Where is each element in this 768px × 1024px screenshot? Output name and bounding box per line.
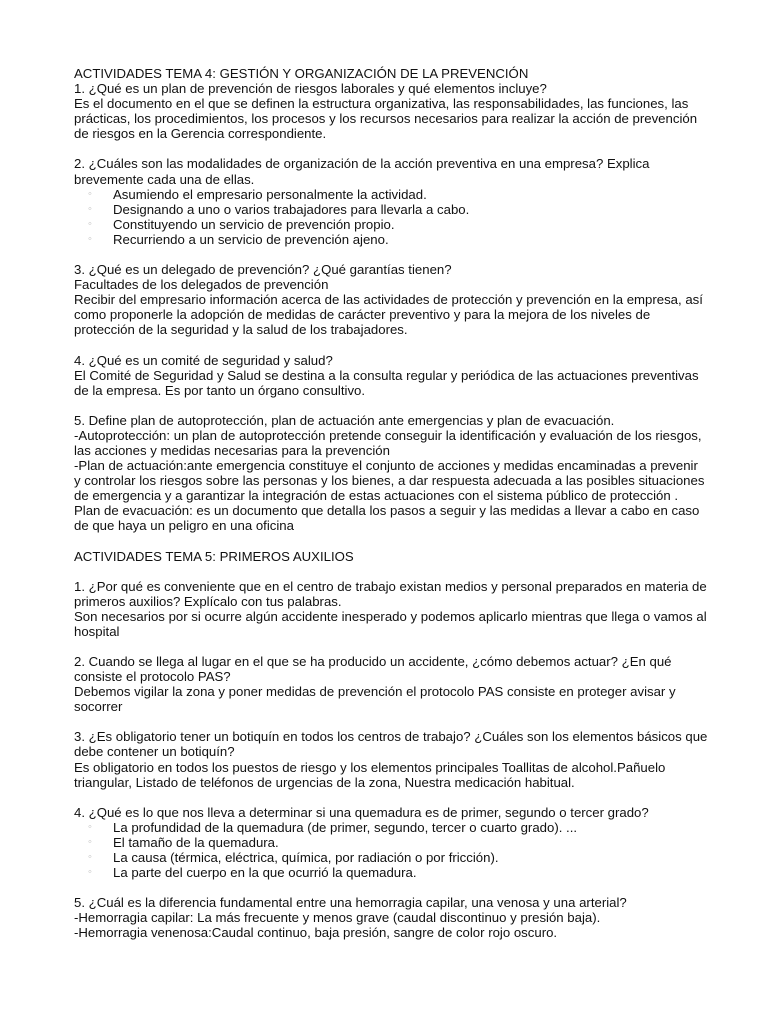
question-text: 2. Cuando se llega al lugar en el que se ha producido un accidente, ¿cómo debemos actuar? ¿En qué consiste el protocolo PAS? bbox=[74, 654, 672, 685]
list-item bbox=[74, 850, 708, 865]
bullet-icon: ◦ bbox=[88, 232, 92, 245]
question-block bbox=[74, 579, 708, 639]
list-item-text: Asumiendo el empresario personalmente la actividad. bbox=[113, 186, 427, 202]
list-item bbox=[74, 865, 708, 880]
question-block bbox=[74, 895, 708, 940]
bullet-list bbox=[74, 187, 708, 247]
section-tema-5 bbox=[74, 549, 708, 941]
answer-text: Debemos vigilar la zona y poner medidas de prevención el protocolo PAS consiste en proteger avisar y socorrer bbox=[74, 684, 676, 715]
bullet-icon: ◦ bbox=[88, 820, 92, 833]
question-block bbox=[74, 654, 708, 714]
bullet-icon: ◦ bbox=[88, 851, 92, 864]
list-item bbox=[74, 217, 708, 232]
question-block bbox=[74, 805, 708, 880]
bullet-icon: ◦ bbox=[88, 835, 92, 848]
question-block bbox=[74, 413, 708, 534]
question-text: 3. ¿Qué es un delegado de prevención? ¿Qué garantías tienen? bbox=[74, 262, 452, 278]
list-item bbox=[74, 835, 708, 850]
bullet-icon: ◦ bbox=[88, 202, 92, 215]
bullet-list bbox=[74, 820, 708, 880]
answer-text: Plan de evacuación: es un documento que detalla los pasos a seguir y las medidas a llevar a cabo en caso de que haya un peligro en una oficina bbox=[74, 503, 700, 534]
question-text: 3. ¿Es obligatorio tener un botiquín en todos los centros de trabajo? ¿Cuáles son los elementos básicos que debe contener un botiquín? bbox=[74, 729, 708, 760]
answer-text: Facultades de los delegados de prevención bbox=[74, 277, 329, 293]
answer-text: -Plan de actuación:ante emergencia constituye el conjunto de acciones y medidas encaminadas a prevenir y controlar los riesgos sobre las personas y los bienes, a dar respuesta adecuada a las posibles situaciones de emergencia y a garantizar la integración de estas actuaciones con el sistema público de protección . bbox=[74, 458, 705, 504]
question-block bbox=[74, 262, 708, 337]
answer-text: Es el documento en el que se definen la estructura organizativa, las responsabilidades, las funciones, las prácticas, los procedimientos, los procesos y los recursos necesarios para realizar la acción de prevención de riesgos en la Gerencia correspondiente. bbox=[74, 96, 698, 142]
answer-text: Es obligatorio en todos los puestos de riesgo y los elementos principales Toallitas de alcohol.Pañuelo triangular, Listado de teléfonos de urgencias de la zona, Nuestra medicación habitual. bbox=[74, 759, 666, 790]
question-text: 5. Define plan de autoprotección, plan de actuación ante emergencias y plan de evacuación. bbox=[74, 412, 615, 428]
section-heading: ACTIVIDADES TEMA 5: PRIMEROS AUXILIOS bbox=[74, 548, 354, 564]
list-item-text: Designando a uno o varios trabajadores para llevarla a cabo. bbox=[113, 201, 470, 217]
question-text: 1. ¿Por qué es conveniente que en el centro de trabajo existan medios y personal preparados en materia de primeros auxilios? Explícalo con tus palabras. bbox=[74, 578, 707, 609]
answer-text: Son necesarios por si ocurre algún accidente inesperado y podemos aplicarlo mientras que llega o vamos al hospital bbox=[74, 608, 707, 639]
answer-text: -Hemorragia venenosa:Caudal continuo, baja presión, sangre de color rojo oscuro. bbox=[74, 925, 558, 941]
answer-text: -Autoprotección: un plan de autoprotección pretende conseguir la identificación y evaluación de los riesgos, las acciones y medidas necesarias para la prevención bbox=[74, 427, 702, 458]
question-block bbox=[74, 353, 708, 398]
list-item-text: El tamaño de la quemadura. bbox=[113, 834, 279, 850]
list-item bbox=[74, 187, 708, 202]
list-item-text: La parte del cuerpo en la que ocurrió la quemadura. bbox=[113, 865, 417, 881]
question-block bbox=[74, 729, 708, 789]
list-item-text: La causa (térmica, eléctrica, química, por radiación o por fricción). bbox=[113, 850, 499, 866]
section-tema-4 bbox=[74, 66, 708, 549]
section-heading: ACTIVIDADES TEMA 4: GESTIÓN Y ORGANIZACIÓN DE LA PREVENCIÓN bbox=[74, 66, 529, 81]
bullet-icon: ◦ bbox=[88, 217, 92, 230]
list-item-text: Recurriendo a un servicio de prevención ajeno. bbox=[113, 231, 389, 247]
question-text: 4. ¿Qué es un comité de seguridad y salud? bbox=[74, 352, 333, 368]
question-text: 4. ¿Qué es lo que nos lleva a determinar si una quemadura es de primer, segundo o tercer grado? bbox=[74, 804, 649, 820]
bullet-icon: ◦ bbox=[88, 187, 92, 200]
list-item bbox=[74, 820, 708, 835]
answer-text: -Hemorragia capilar: La más frecuente y menos grave (caudal discontinuo y presión baja). bbox=[74, 910, 601, 926]
answer-text: Recibir del empresario información acerca de las actividades de protección y prevención en la empresa, así como proponerle la adopción de medidas de carácter preventivo y para la mejora de los niveles de protección de la seguridad y la salud de los trabajadores. bbox=[74, 292, 703, 338]
bullet-icon: ◦ bbox=[88, 866, 92, 879]
list-item-text: La profundidad de la quemadura (de primer, segundo, tercer o cuarto grado). ... bbox=[113, 819, 578, 835]
list-item-text: Constituyendo un servicio de prevención propio. bbox=[113, 216, 395, 232]
question-text: 5. ¿Cuál es la diferencia fundamental entre una hemorragia capilar, una venosa y una arterial? bbox=[74, 895, 627, 911]
question-text: 2. ¿Cuáles son las modalidades de organización de la acción preventiva en una empresa? Explica brevemente cada una de ellas. bbox=[74, 156, 650, 187]
question-text: 1. ¿Qué es un plan de prevención de riesgos laborales y qué elementos incluye? bbox=[74, 81, 547, 97]
list-item bbox=[74, 202, 708, 217]
question-block bbox=[74, 81, 708, 141]
answer-text: El Comité de Seguridad y Salud se destina a la consulta regular y periódica de las actuaciones preventivas de la empresa. Es por tanto un órgano consultivo. bbox=[74, 367, 699, 398]
list-item bbox=[74, 232, 708, 247]
question-block bbox=[74, 156, 708, 247]
